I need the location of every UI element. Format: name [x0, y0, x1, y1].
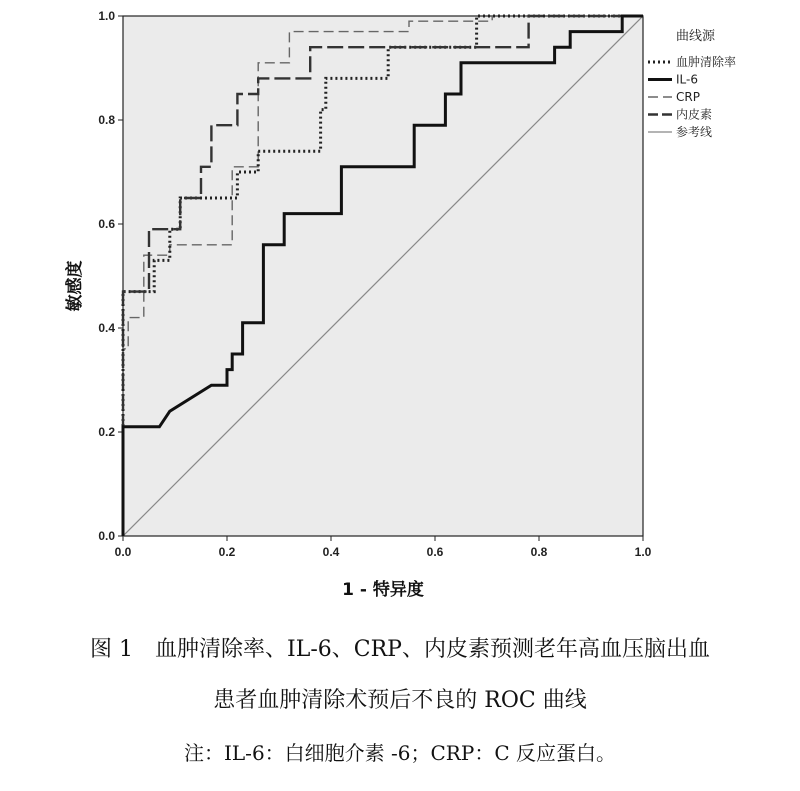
legend-label: 参考线 [676, 125, 713, 139]
y-tick-label: 0.4 [98, 321, 115, 335]
y-tick-label: 0.0 [98, 529, 115, 543]
x-tick-label: 0.4 [322, 545, 340, 559]
x-tick-label: 0.6 [426, 545, 444, 559]
legend-title: 曲线源 [676, 29, 716, 44]
y-tick-label: 1.0 [98, 9, 115, 23]
legend-label: 内皮素 [676, 107, 713, 122]
legend-label: CRP [676, 90, 700, 104]
y-tick-label: 0.6 [98, 217, 115, 231]
legend-label: 血肿清除率 [676, 55, 737, 69]
figure-caption-line-1: 图 1 血肿清除率、IL-6、CRP、内皮素预测老年高血压脑出血 [90, 637, 710, 662]
figure-caption-line-2: 患者血肿清除术预后不良的 ROC 曲线 [213, 688, 587, 713]
x-tick-label: 0.0 [114, 545, 132, 559]
legend-label: IL-6 [676, 72, 698, 87]
y-tick-label: 0.8 [98, 113, 115, 127]
y-axis-label: 敏感度 [65, 260, 85, 312]
x-axis-label: 1 - 特异度 [342, 580, 424, 600]
y-tick-label: 0.2 [98, 425, 115, 439]
figure-note: 注：IL-6：白细胞介素 -6；CRP：C 反应蛋白。 [184, 741, 616, 765]
legend [648, 28, 736, 139]
x-tick-label: 0.8 [530, 545, 548, 559]
x-tick-label: 0.2 [218, 545, 236, 559]
x-tick-label: 1.0 [634, 545, 652, 559]
